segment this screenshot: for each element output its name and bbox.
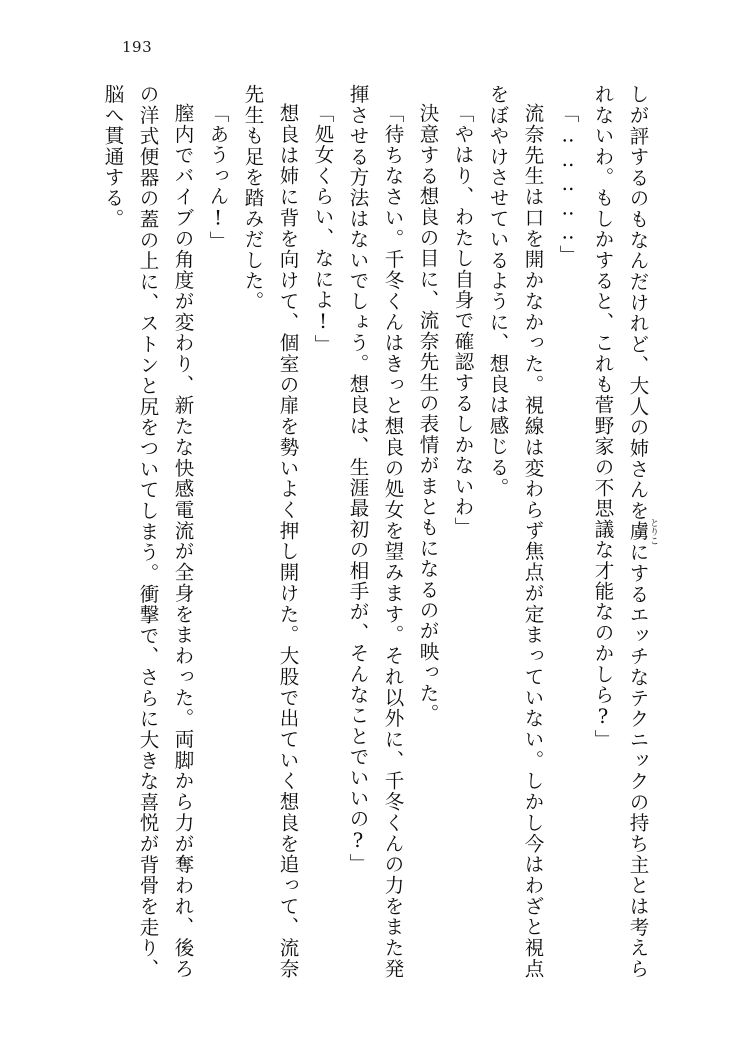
paragraph: 「やはり、わたし自身で確認するしかないわ」 xyxy=(451,103,475,538)
paragraph: 流奈先生は口を開かなかった。視線は変わらず焦点が定まっていない。しかし今はわざと視点をぼやけさせているように、想良は感じる。 xyxy=(486,84,545,979)
page-text-body xyxy=(98,84,658,979)
paragraph: しが評するのもなんだけれど、大人の姉さんを虜とりこにするエッチなテクニックの持ち主とは考えられないわ。もしかすると、これも菅野家の不思議な才能なのかしら?」 xyxy=(591,84,658,979)
paragraph: 「‥‥‥‥‥」 xyxy=(556,103,580,266)
paragraph: 膣内でバイブの角度が変わり、新たな快感電流が全身をまわった。両脚から力が奪われ、後ろの洋式便器の蓋の上に、ストンと尻をついてしまう。衝撃で、さらに大きな喜悦が背骨を走り、脳へ貫通する。 xyxy=(101,84,195,979)
paragraph: 想良は姉に背を向けて、個室の扉を勢いよく押し開けた。大股で出ていく想良を追って、流奈先生も足を踏みだした。 xyxy=(241,84,300,979)
paragraph: 決意する想良の目に、流奈先生の表情がまともになるのが映った。 xyxy=(416,103,440,724)
ruby-annotation: 虜とりこ xyxy=(626,518,658,545)
page-number: 193 xyxy=(122,38,153,56)
paragraph: 「あうっん!」 xyxy=(206,103,230,252)
paragraph: 「待ちなさい。千冬くんはきっと想良の処女を望みます。それ以外に、千冬くんの力をまた発揮させる方法はないでしょう。想良は、生涯最初の相手が、そんなことでいいの?」 xyxy=(346,84,405,979)
paragraph: 「処女くらい、なによ!」 xyxy=(311,103,335,355)
